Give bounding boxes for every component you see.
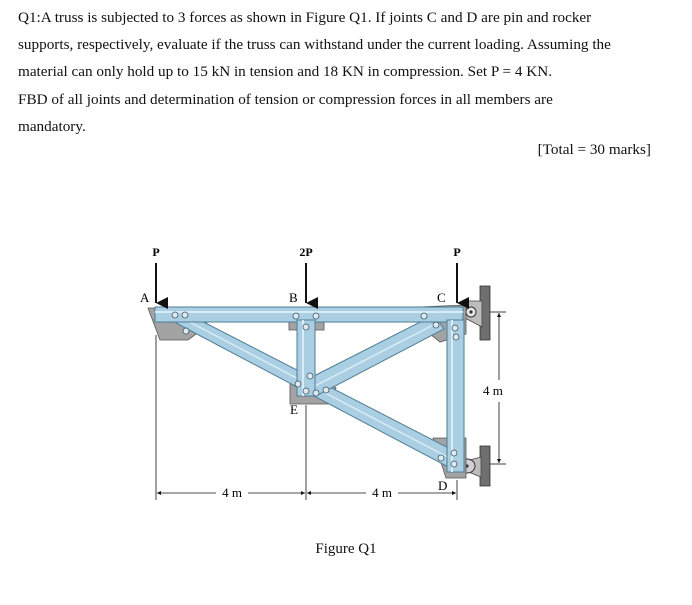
load-label-middle: 2P bbox=[299, 245, 313, 259]
question-line-2: supports, respectively, evaluate if the truss can withstand under the current loading. Assuming the bbox=[18, 36, 611, 54]
figure-caption: Figure Q1 bbox=[315, 541, 377, 557]
dimension-label-height: 4 m bbox=[483, 383, 503, 398]
dimension-label-left: 4 m bbox=[222, 485, 242, 500]
joint-label-a: A bbox=[140, 290, 150, 305]
joint-label-d: D bbox=[438, 478, 448, 493]
question-line-1: Q1:A truss is subjected to 3 forces as shown in Figure Q1. If joints C and D are pin and rocker bbox=[18, 9, 592, 26]
total-marks: [Total = 30 marks] bbox=[537, 141, 651, 158]
question-line-5: mandatory. bbox=[18, 117, 86, 135]
load-label-left: P bbox=[152, 245, 160, 259]
load-label-right: P bbox=[453, 245, 461, 259]
question-line-4: FBD of all joints and determination of tension or compression forces in all members are bbox=[18, 90, 553, 108]
joint-label-e: E bbox=[290, 402, 298, 417]
pin-support-c bbox=[465, 286, 490, 340]
member-cd bbox=[447, 320, 464, 472]
truss-members bbox=[155, 307, 464, 472]
dimension-label-right: 4 m bbox=[372, 485, 392, 500]
joint-label-b: B bbox=[289, 290, 298, 305]
question-line-3: material can only hold up to 15 kN in tension and 18 KN in compression. Set P = 4 KN. bbox=[18, 63, 553, 81]
joint-label-c: C bbox=[437, 290, 446, 305]
